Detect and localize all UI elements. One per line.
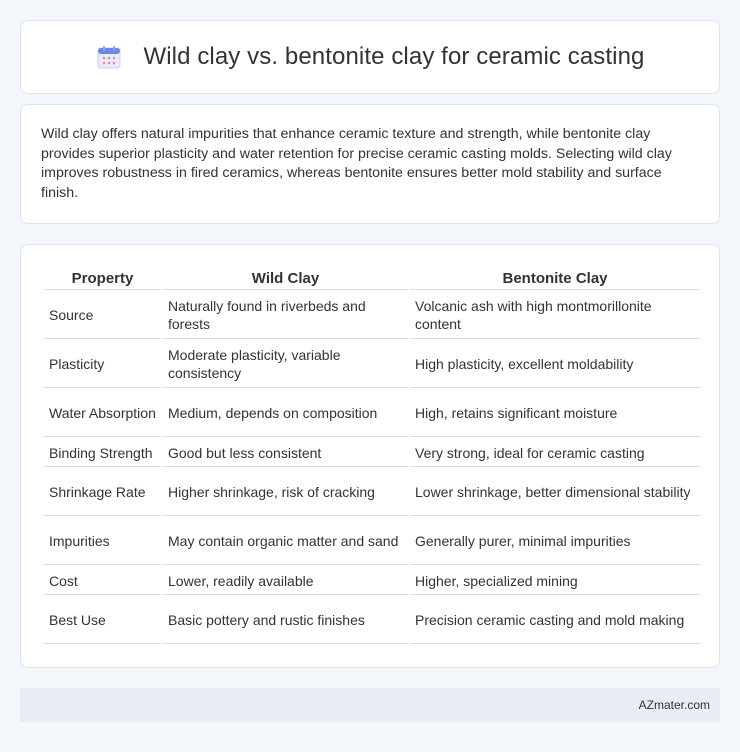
table-cell-property: Binding Strength xyxy=(44,439,161,467)
table-cell-property: Water Absorption xyxy=(44,390,161,437)
table-row xyxy=(44,292,700,339)
title-card xyxy=(20,20,720,94)
table-cell-bentonite-clay: Lower shrinkage, better dimensional stability xyxy=(410,469,700,516)
comparison-table-card xyxy=(20,244,720,668)
table-header-row xyxy=(44,267,700,290)
table-row xyxy=(44,518,700,565)
table-cell-bentonite-clay: Generally purer, minimal impurities xyxy=(410,518,700,565)
table-row xyxy=(44,439,700,467)
table-cell-bentonite-clay: Higher, specialized mining xyxy=(410,567,700,595)
table-row xyxy=(44,597,700,644)
summary-card xyxy=(20,104,720,224)
summary-text: Wild clay offers natural impurities that enhance ceramic texture and strength, while bentonite clay provides superior plasticity and water retention for precise ceramic casting molds. Selecting wild clay improves robustness in fired ceramics, whereas bentonite ensures better mold stability and surface finish. xyxy=(41,126,672,201)
calendar-icon xyxy=(96,44,122,70)
table-row xyxy=(44,390,700,437)
table-cell-property: Shrinkage Rate xyxy=(44,469,161,516)
table-cell-property: Plasticity xyxy=(44,341,161,388)
table-cell-wild-clay: Naturally found in riverbeds and forests xyxy=(163,292,408,339)
table-cell-property: Impurities xyxy=(44,518,161,565)
header-bentonite-clay: Bentonite Clay xyxy=(410,267,700,290)
table-cell-wild-clay: Medium, depends on composition xyxy=(163,390,408,437)
table-cell-wild-clay: Higher shrinkage, risk of cracking xyxy=(163,469,408,516)
table-cell-property: Source xyxy=(44,292,161,339)
table-cell-wild-clay: Basic pottery and rustic finishes xyxy=(163,597,408,644)
comparison-table xyxy=(42,265,702,646)
table-cell-wild-clay: Lower, readily available xyxy=(163,567,408,595)
table-row xyxy=(44,567,700,595)
table-cell-wild-clay: Moderate plasticity, variable consistency xyxy=(163,341,408,388)
table-cell-property: Cost xyxy=(44,567,161,595)
table-cell-bentonite-clay: Precision ceramic casting and mold making xyxy=(410,597,700,644)
header-property: Property xyxy=(44,267,161,290)
table-cell-wild-clay: Good but less consistent xyxy=(163,439,408,467)
table-row xyxy=(44,469,700,516)
table-cell-wild-clay: May contain organic matter and sand xyxy=(163,518,408,565)
table-row xyxy=(44,341,700,388)
header-wild-clay: Wild Clay xyxy=(163,267,408,290)
page-title: Wild clay vs. bentonite clay for ceramic casting xyxy=(143,43,645,70)
table-cell-bentonite-clay: Volcanic ash with high montmorillonite content xyxy=(410,292,700,339)
table-cell-property: Best Use xyxy=(44,597,161,644)
table-cell-bentonite-clay: High, retains significant moisture xyxy=(410,390,700,437)
footer xyxy=(20,688,720,722)
table-cell-bentonite-clay: High plasticity, excellent moldability xyxy=(410,341,700,388)
table-cell-bentonite-clay: Very strong, ideal for ceramic casting xyxy=(410,439,700,467)
footer-site-link[interactable]: AZmater.com xyxy=(638,698,710,712)
